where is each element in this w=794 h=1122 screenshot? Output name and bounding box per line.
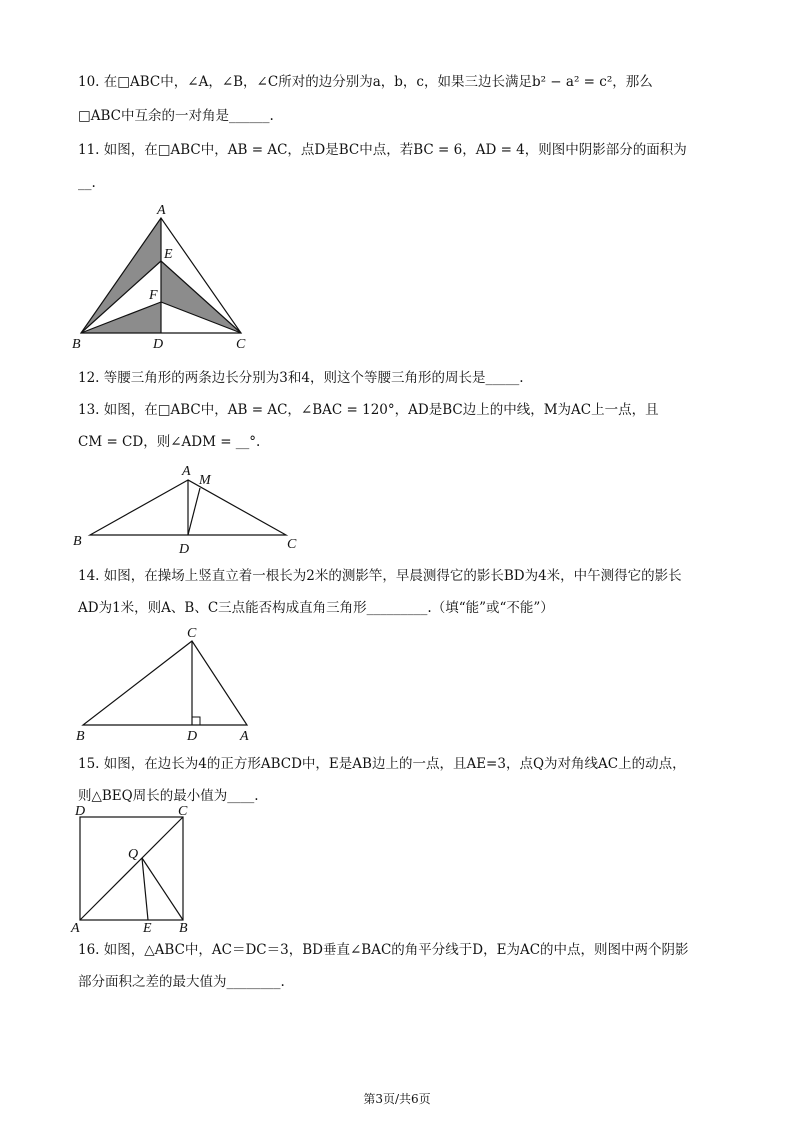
q13-line-1: 13. 如图，在□ABC中，AB = AC，∠BAC = 120°，AD是BC边上的中线，M为AC上一点，且 [78, 402, 659, 418]
q14-figure [70, 624, 260, 744]
q13-figure [65, 458, 315, 558]
q11-figure [60, 200, 270, 355]
q15-line-2: 则△BEQ周长的最小值为____. [78, 788, 259, 804]
q11-line-1: 11. 如图，在□ABC中，AB = AC，点D是BC中点，若BC = 6，AD = 4，则图中阴影部分的面积为 [78, 142, 687, 158]
q15-label-d: D [75, 805, 86, 819]
q14-line-2: AD为1米，则A、B、C三点能否构成直角三角形_________.（填“能”或“不能”） [78, 600, 554, 616]
q15-label-e: E [143, 921, 152, 935]
q10-line-1: 10. 在□ABC中，∠A，∠B，∠C所对的边分别为a，b，c，如果三边长满足b² − a² = c²，那么 [78, 74, 653, 90]
q15-figure [65, 805, 205, 935]
q15-label-a: A [71, 921, 80, 935]
q15-label-b: B [179, 921, 188, 935]
q16-line-1: 16. 如图，△ABC中，AC＝DC＝3，BD垂直∠BAC的角平分线于D，E为AC的中点，则图中两个阴影 [78, 942, 689, 958]
q16-line-2: 部分面积之差的最大值为________. [78, 974, 285, 990]
q11-label-b: B [72, 337, 81, 352]
q14-label-a: A [240, 729, 249, 744]
q13-label-b: B [73, 534, 82, 549]
q15-label-q: Q [128, 847, 139, 862]
q14-label-b: B [76, 729, 85, 744]
q15-segment-qe [142, 858, 148, 920]
q15-line-1: 15. 如图，在边长为4的正方形ABCD中，E是AB边上的一点，且AE=3，点Q为对角线AC上的动点， [78, 756, 686, 772]
q13-label-d: D [179, 542, 190, 557]
q15-diagonal-ac [80, 817, 183, 920]
q13-label-m: M [199, 473, 211, 488]
q14-label-c: C [187, 626, 197, 641]
q14-right-angle-mark [192, 717, 200, 725]
q11-label-a: A [157, 203, 166, 218]
q11-line-2: __. [78, 175, 96, 191]
q10-line-2: □ABC中互余的一对角是______. [78, 108, 274, 124]
q13-label-a: A [182, 464, 191, 479]
q15-segment-qb [142, 858, 183, 920]
q14-label-d: D [187, 729, 198, 744]
q11-label-e: E [164, 247, 173, 262]
q13-line-2: CM = CD，则∠ADM = __°. [78, 434, 261, 450]
page-footer: 第3页/共6页 [363, 1092, 431, 1106]
q12-line-1: 12. 等腰三角形的两条边长分别为3和4，则这个等腰三角形的周长是_____. [78, 370, 524, 386]
q11-label-c: C [236, 337, 246, 352]
q11-label-d: D [153, 337, 164, 352]
q13-label-c: C [287, 537, 297, 552]
q13-segment-dm [188, 488, 200, 535]
q11-label-f: F [149, 288, 158, 303]
q15-label-c: C [178, 805, 188, 819]
q14-triangle [83, 641, 247, 725]
q14-line-1: 14. 如图，在操场上竖直立着一根长为2米的测影竿，早晨测得它的影长BD为4米，中午测得它的影长 [78, 568, 682, 584]
